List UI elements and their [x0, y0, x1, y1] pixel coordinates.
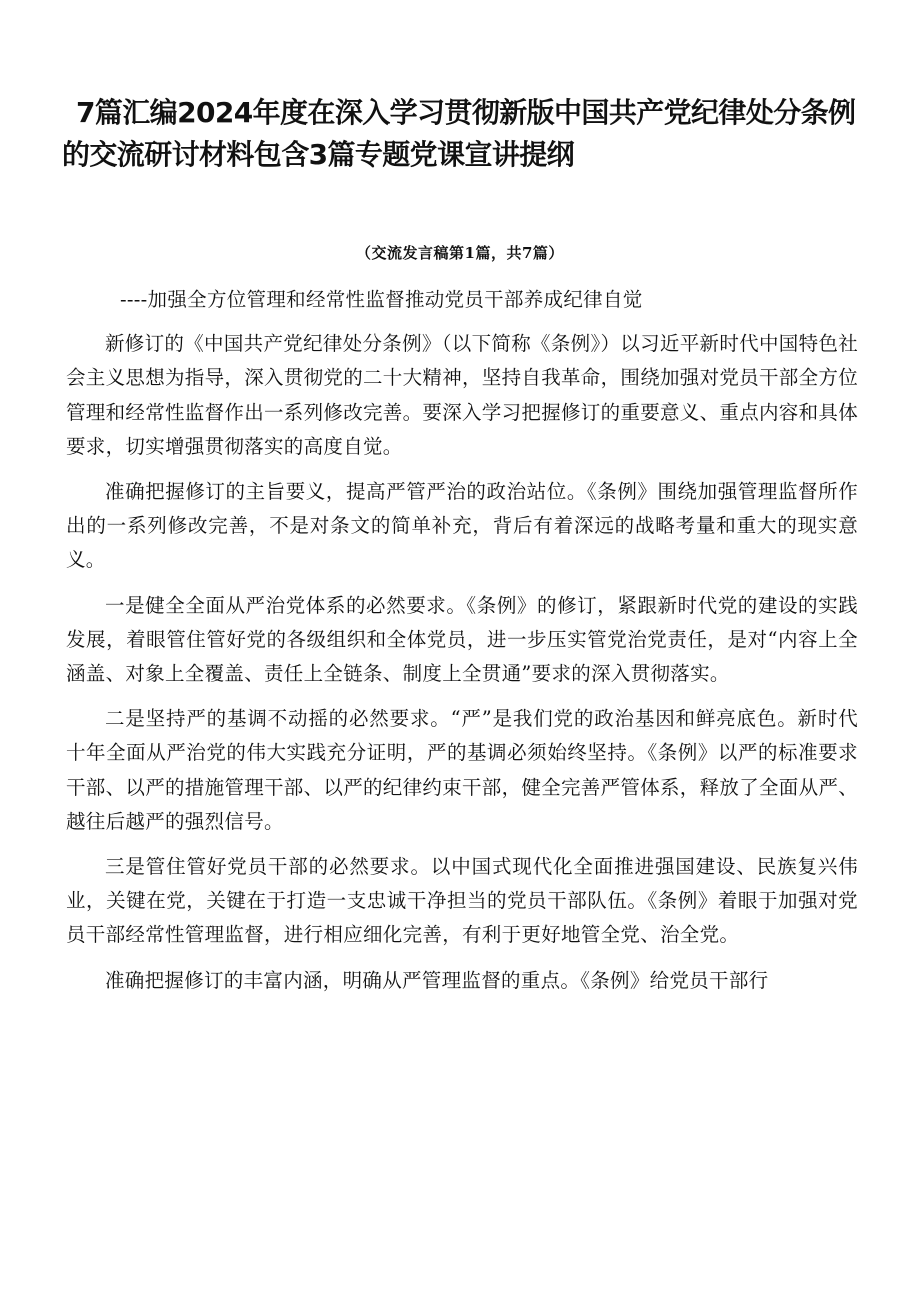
document-title	[62, 92, 862, 176]
section-sub-heading: ----加强全方位管理和经常性监督推动党员干部养成纪律自觉	[120, 288, 643, 311]
title-line-2: 的交流研讨材料包含3篇专题党课宣讲提纲	[62, 138, 575, 171]
body-paragraph: 新修订的《中国共产党纪律处分条例》（以下简称《条例》）以习近平新时代中国特色社会主义思想为指导，深入贯彻党的二十大精神，坚持自我革命，围绕加强对党员干部全方位管理和经常性监督作出一系列修改完善。要深入学习把握修订的重要意义、重点内容和具体要求，切实增强贯彻落实的高度自觉。	[66, 332, 859, 458]
body-paragraph: 二是坚持严的基调不动摇的必然要求。“严”是我们党的政治基因和鲜亮底色。新时代十年全面从严治党的伟大实践充分证明，严的基调必须始终坚持。《条例》以严的标准要求干部、以严的措施管理干部、以严的纪律约束干部，健全完善严管体系，释放了全面从严、越往后越严的强烈信号。	[66, 707, 859, 833]
title-line-1: 7篇汇编2024年度在深入学习贯彻新版中国共产党纪律处分条例	[76, 96, 856, 129]
body-paragraph: 准确把握修订的丰富内涵，明确从严管理监督的重点。《条例》给党员干部行	[105, 968, 769, 992]
body-paragraph: 准确把握修订的主旨要义，提高严管严治的政治站位。《条例》围绕加强管理监督所作出的一系列修改完善，不是对条文的简单补充，背后有着深远的战略考量和重大的现实意义。	[66, 480, 858, 572]
body-paragraph: 一是健全全面从严治党体系的必然要求。《条例》的修订，紧跟新时代党的建设的实践发展，着眼管住管好党的各级组织和全体党员，进一步压实管党治党责任，是对“内容上全涵盖、对象上全覆盖、责任上全链条、制度上全贯通”要求的深入贯彻落实。	[66, 593, 858, 686]
body-paragraph: 三是管住管好党员干部的必然要求。以中国式现代化全面推进强国建设、民族复兴伟业，关键在党，关键在于打造一支忠诚干净担当的党员干部队伍。《条例》着眼于加强对党员干部经常性管理监督，进行相应细化完善，有利于更好地管全党、治全党。	[66, 855, 858, 947]
document-body	[66, 283, 858, 1009]
document-subtitle: （交流发言稿第1篇，共7篇）	[356, 244, 564, 262]
